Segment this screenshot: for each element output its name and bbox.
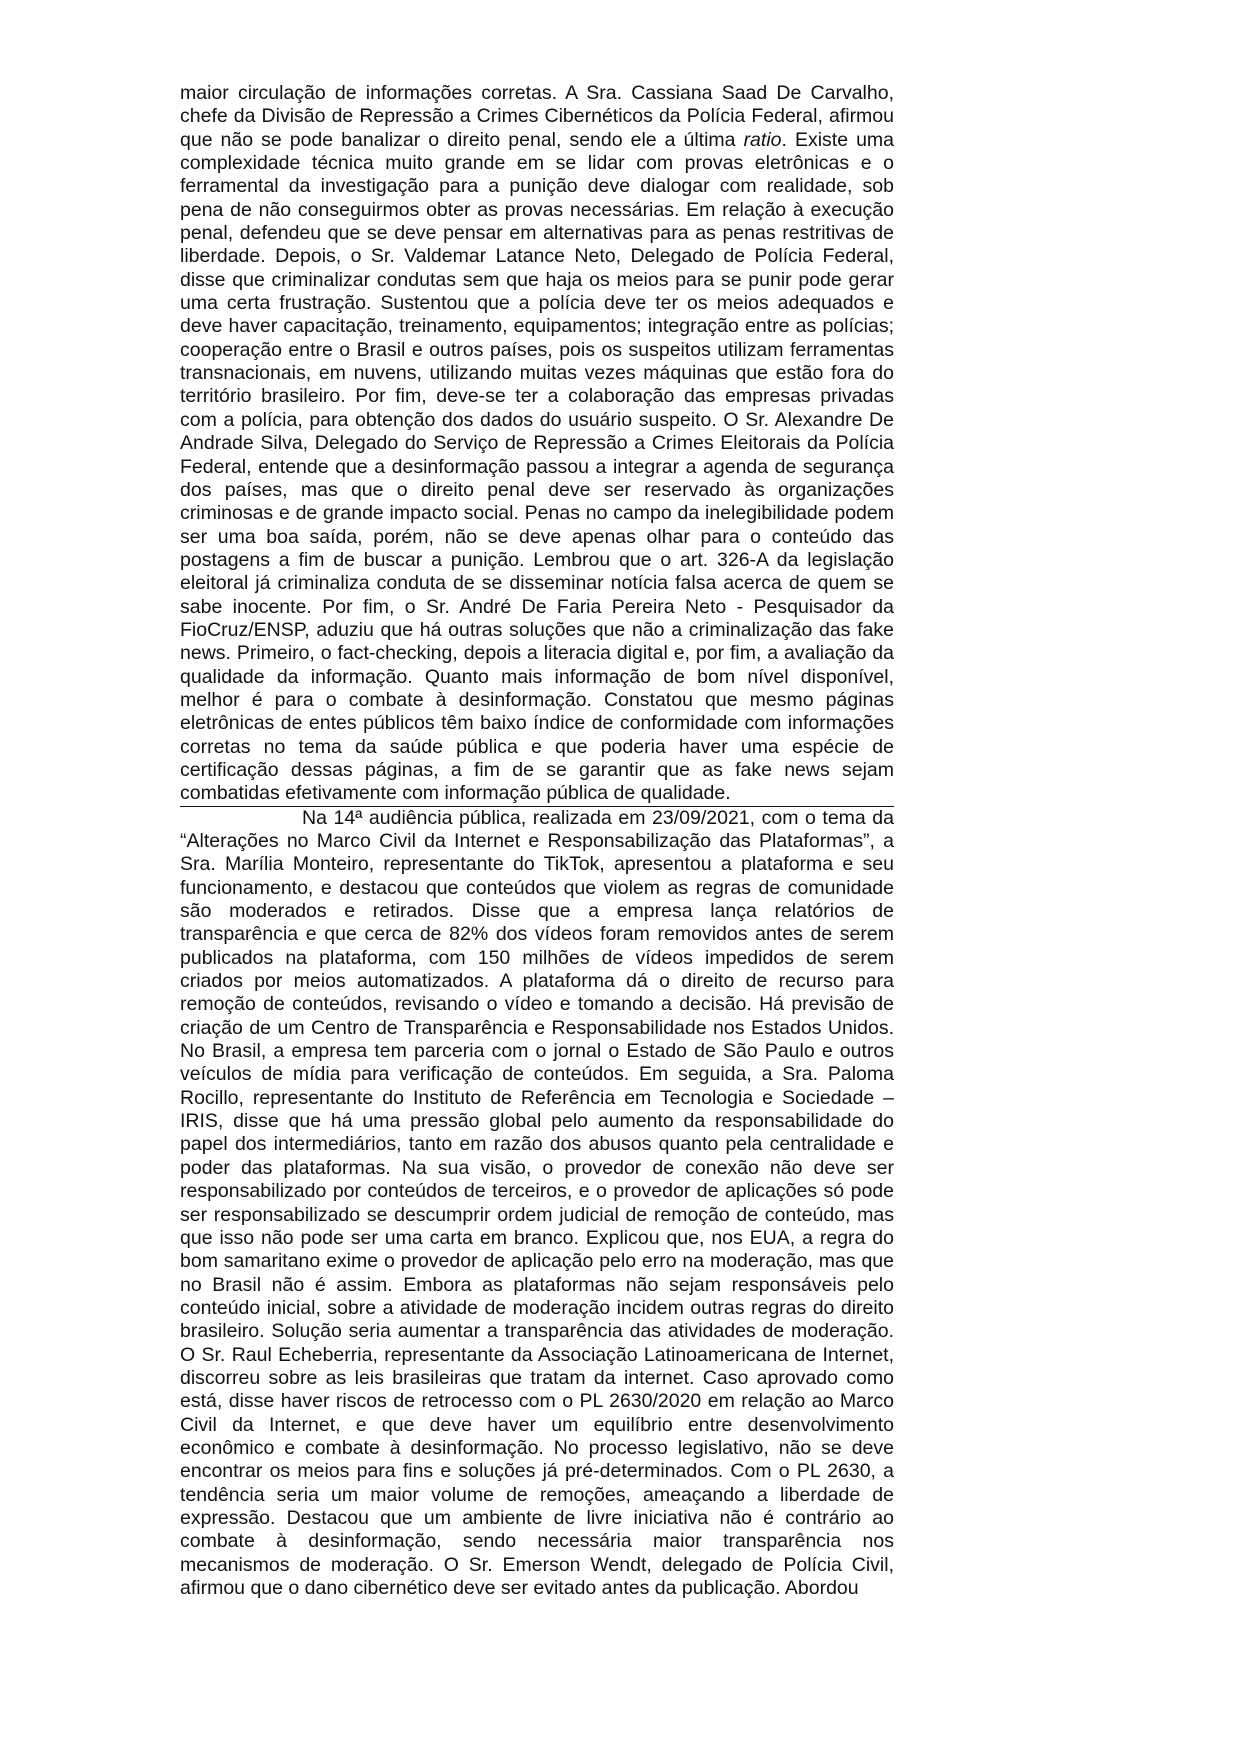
paragraph-1-italic-term: ratio — [743, 128, 782, 151]
paragraph-1-text-start: maior circulação de informações corretas. A Sra. Cassiana Saad De Carvalho, chefe da Divisão de Repressão a Crimes Cibernéticos da Polícia Federal, afirmou que não se pode banalizar o direito penal, sendo ele a última — [180, 82, 894, 151]
paragraph-1 — [180, 82, 894, 806]
paragraph-2: Na 14ª audiência pública, realizada em 23/09/2021, com o tema da “Alterações no Marco Civil da Internet e Responsabilização das Plataformas”, a Sra. Marília Monteiro, representante do TikTok, apresentou a plataforma e seu funcionamento, e destacou que conteúdos que violem as regras de comunidade são moderados e retirados. Disse que a empresa lança relatórios de transparência e que cerca de 82% dos vídeos foram removidos antes de serem publicados na plataforma, com 150 milhões de vídeos impedidos de serem criados por meios automatizados. A plataforma dá o direito de recurso para remoção de conteúdos, revisando o vídeo e tomando a decisão. Há previsão de criação de um Centro de Transparência e Responsabilidade nos Estados Unidos. No Brasil, a empresa tem parceria com o jornal o Estado de São Paulo e outros veículos de mídia para verificação de conteúdos. Em seguida, a Sra. Paloma Rocillo, representante do Instituto de Referência em Tecnologia e Sociedade – IRIS, disse que há uma pressão global pelo aumento da responsabilidade do papel dos intermediários, tanto em razão dos abusos quanto pela centralidade e poder das plataformas. Na sua visão, o provedor de conexão não deve ser responsabilizado por conteúdos de terceiros, e o provedor de aplicações só pode ser responsabilizado se descumprir ordem judicial de remoção de conteúdo, mas que isso não pode ser uma carta em branco. Explicou que, nos EUA, a regra do bom samaritano exime o provedor de aplicação pelo erro na moderação, mas que no Brasil não é assim. Embora as plataformas não sejam responsáveis pelo conteúdo inicial, sobre a atividade de moderação incidem outras regras do direito brasileiro. Solução seria aumentar a transparência das atividades de moderação. O Sr. Raul Echeberria, representante da Associação Latinoamericana de Internet, discorreu sobre as leis brasileiras que tratam da internet. Caso aprovado como está, disse haver riscos de retrocesso com o PL 2630/2020 em relação ao Marco Civil da Internet, e que deve haver um equilíbrio entre desenvolvimento econômico e combate à desinformação. No processo legislativo, não se deve encontrar os meios para fins e soluções já pré-determinados. Com o PL 2630, a tendência seria um maior volume de remoções, ameaçando a liberdade de expressão. Destacou que um ambiente de livre iniciativa não é contrário ao combate à desinformação, sendo necessária maior transparência nos mecanismos de moderação. O Sr. Emerson Wendt, delegado de Polícia Civil, afirmou que o dano cibernético deve ser evitado antes da publicação. Abordou — [180, 806, 894, 1599]
document-page — [180, 82, 894, 1600]
paragraph-1-text-end: . Existe uma complexidade técnica muito grande em se lidar com provas eletrônicas e o ferramental da investigação para a punição deve dialogar com realidade, sob pena de não conseguirmos obter as provas necessárias. Em relação à execução penal, defendeu que se deve pensar em alternativas para as penas restritivas de liberdade. Depois, o Sr. Valdemar Latance Neto, Delegado de Polícia Federal, disse que criminalizar condutas sem que haja os meios para se punir pode gerar uma certa frustração. Sustentou que a polícia deve ter os meios adequados e deve haver capacitação, treinamento, equipamentos; integração entre as polícias; cooperação entre o Brasil e outros países, pois os suspeitos utilizam ferramentas transnacionais, em nuvens, utilizando muitas vezes máquinas que estão fora do território brasileiro. Por fim, deve-se ter a colaboração das empresas privadas com a polícia, para obtenção dos dados do usuário suspeito. O Sr. Alexandre De Andrade Silva, Delegado do Serviço de Repressão a Crimes Eleitorais da Polícia Federal, entende que a desinformação passou a integrar a agenda de segurança dos países, mas que o direito penal deve ser reservado às organizações criminosas e de grande impacto social. Penas no campo da inelegibilidade podem ser uma boa saída, porém, não se deve apenas olhar para o conteúdo das postagens a fim de buscar a punição. Lembrou que o art. 326-A da legislação eleitoral já criminaliza conduta de se disseminar notícia falsa acerca de quem se sabe inocente. Por fim, o Sr. André De Faria Pereira Neto - Pesquisador da FioCruz/ENSP, aduziu que há outras soluções que não a criminalização das fake news. Primeiro, o fact-checking, depois a literacia digital e, por fim, a avaliação da qualidade da informação. Quanto mais informação de bom nível disponível, melhor é para o combate à desinformação. Constatou que mesmo páginas eletrônicas de entes públicos têm baixo índice de conformidade com informações corretas no tema da saúde pública e que poderia haver uma espécie de certificação dessas páginas, a fim de se garantir que as fake news sejam combatidas efetivamente com informação pública de qualidade. — [180, 128, 894, 805]
